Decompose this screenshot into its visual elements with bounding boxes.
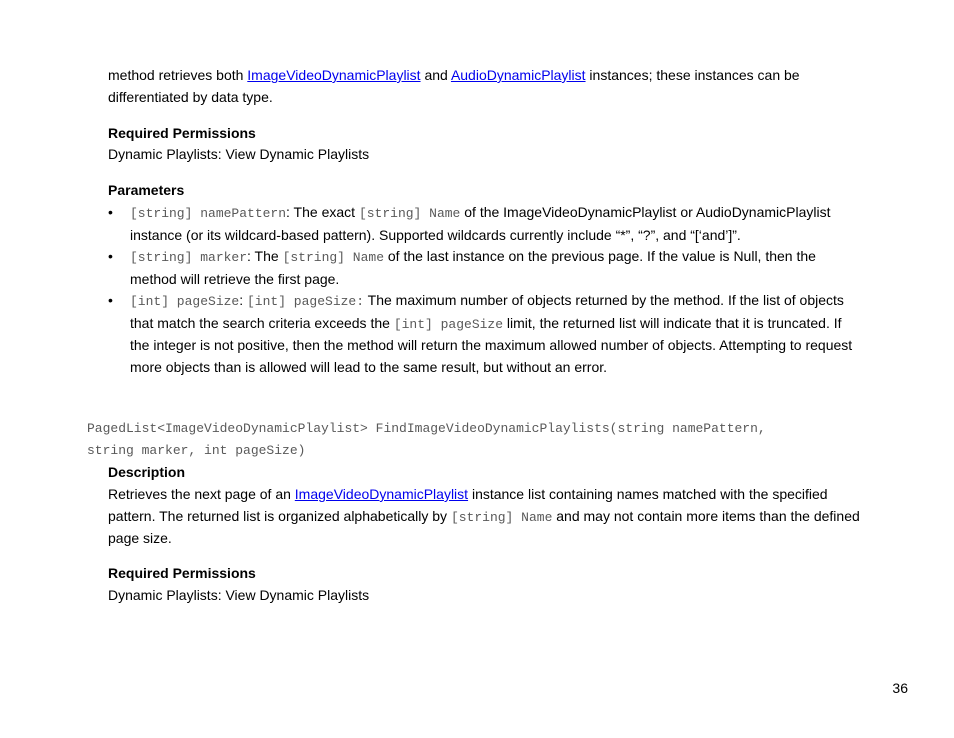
signature-line-1: PagedList<ImageVideoDynamicPlaylist> FindImageVideoDynamicPlaylists(string namePattern,	[87, 421, 766, 436]
intro-text-2: and	[420, 67, 451, 83]
param-code: [int] pageSize	[130, 294, 240, 309]
description-text-2: instance list containing names matched with the specified pattern. The returned list is organized alphabetically by	[108, 486, 828, 524]
description-paragraph	[108, 484, 864, 550]
parameters-heading: Parameters	[108, 182, 185, 198]
bullet: •	[108, 204, 113, 220]
parameter-page-size	[108, 290, 864, 378]
description-text-1: Retrieves the next page of an	[108, 486, 295, 502]
description-heading: Description	[108, 464, 186, 480]
param-code: [int] pageSize:	[247, 294, 365, 309]
intro-paragraph	[108, 65, 864, 108]
bullet: •	[108, 248, 113, 264]
param-code: [string] marker	[130, 250, 248, 265]
param-code: [int] pageSize	[393, 316, 504, 332]
param-text: The maximum number of objects returned by the method. If the list of objects that match the search criteria exceeds the	[130, 292, 844, 331]
param-text: limit, the returned list will indicate that it is truncated. If the integer is not positive, then the method will return the maximum allowed number of objects. Attempting to request more objects than is allowed will lead to the same result, but without an error.	[130, 314, 853, 375]
method-signature	[87, 418, 887, 462]
param-text: of the last instance on the previous page. If the value is Null, then the method will retrieve the first page.	[130, 248, 816, 287]
parameter-name-pattern	[108, 202, 864, 246]
param-text: :	[239, 292, 247, 308]
param-code: [string] Name	[358, 206, 461, 221]
page-number: 36	[892, 680, 908, 696]
required-permissions-text: Dynamic Playlists: View Dynamic Playlists	[108, 146, 370, 162]
required-permissions-heading: Required Permissions	[108, 125, 256, 141]
required-permissions-heading-2: Required Permissions	[108, 565, 256, 581]
audio-dynamic-playlist-link[interactable]: AudioDynamicPlaylist	[450, 67, 586, 83]
bullet: •	[108, 292, 113, 308]
param-text: : The exact	[286, 204, 359, 220]
parameters-list	[108, 202, 864, 378]
description-text-3: and may not contain more items than the defined page size.	[108, 507, 860, 546]
param-code: [string] Name	[282, 250, 384, 265]
image-video-dynamic-playlist-link[interactable]: ImageVideoDynamicPlaylist	[247, 67, 421, 83]
param-text: : The	[247, 248, 283, 264]
description-code: [string] Name	[450, 509, 553, 525]
parameter-marker	[108, 246, 864, 290]
param-text: of the ImageVideoDynamicPlaylist or AudioDynamicPlaylist instance (or its wildcard-based pattern). Supported wildcards currently include “*”, “?”, and “[‘and’]”.	[130, 204, 831, 243]
intro-text-3: instances; these instances can be differentiated by data type.	[108, 67, 800, 105]
intro-text-1: method retrieves both	[108, 67, 248, 83]
signature-line-2: string marker, int pageSize)	[87, 443, 306, 458]
required-permissions-text-2: Dynamic Playlists: View Dynamic Playlists	[108, 587, 370, 603]
param-code: [string] namePattern	[130, 206, 287, 221]
image-video-dynamic-playlist-link[interactable]: ImageVideoDynamicPlaylist	[294, 486, 469, 502]
